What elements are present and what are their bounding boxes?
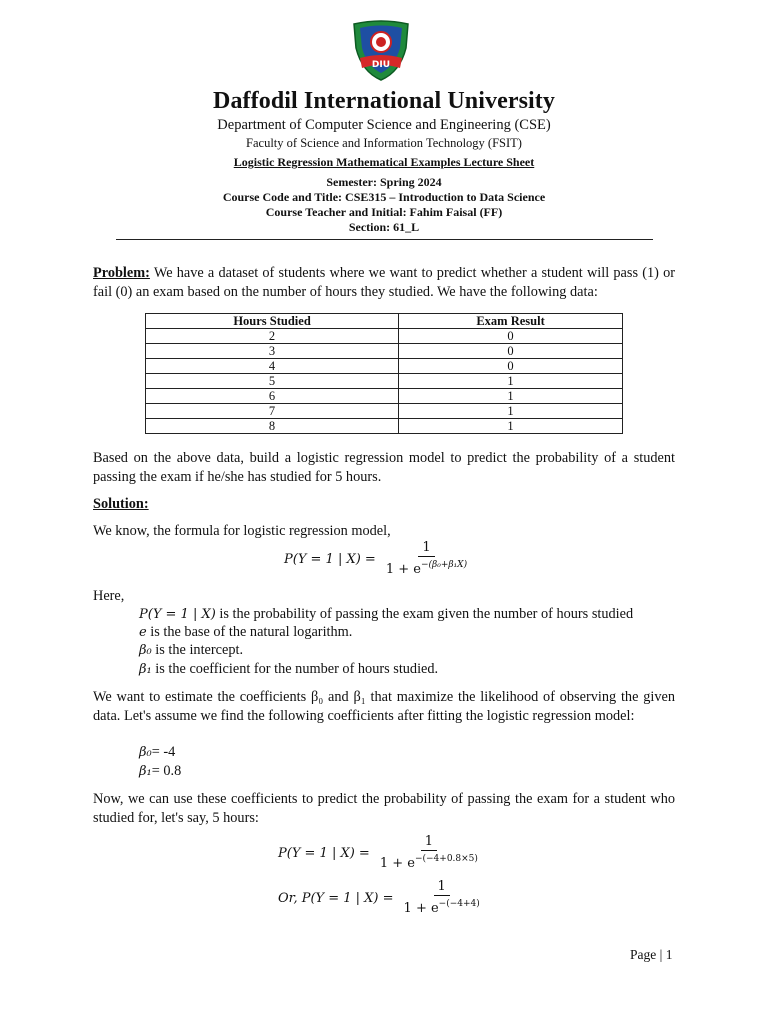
sheet-title: Logistic Regression Mathematical Examples Lecture Sheet — [233, 155, 535, 169]
question-paragraph: Based on the above data, build a logistic regression model to predict the probability of a student passing the exam if he/she has studied for 5 hours. — [93, 450, 675, 485]
cell-result: 0 — [399, 344, 623, 359]
table-row — [146, 389, 623, 404]
table-row — [146, 344, 623, 359]
data-table — [145, 313, 623, 434]
logo-text: DIU — [371, 60, 391, 70]
table-row — [146, 359, 623, 374]
cell-hours: 8 — [146, 419, 399, 434]
logistic-formula — [284, 540, 471, 578]
predict-paragraph: Now, we can use these coefficients to predict the probability of passing the exam for a student who studied for, let's say, 5 hours: — [93, 791, 675, 826]
teacher-info: Course Teacher and Initial: Fahim Faisal (FF) — [265, 205, 503, 219]
problem-paragraph — [93, 264, 675, 301]
header-divider — [116, 239, 653, 240]
table-row — [146, 404, 623, 419]
cell-hours: 3 — [146, 344, 399, 359]
cell-hours: 5 — [146, 374, 399, 389]
page-number: Page | 1 — [630, 947, 673, 962]
university-logo — [348, 18, 414, 84]
department-name: Department of Computer Science and Engineering (CSE) — [217, 117, 551, 133]
semester: Semester: Spring 2024 — [326, 175, 442, 189]
table-row — [146, 329, 623, 344]
definition-beta0: β₀ is the intercept. — [139, 642, 244, 658]
university-name: Daffodil International University — [213, 88, 555, 114]
cell-result: 0 — [399, 359, 623, 374]
cell-result: 1 — [399, 404, 623, 419]
formula-lhs: P(Y = 1 | X) = — [284, 551, 376, 567]
table-row — [146, 419, 623, 434]
substituted-formula-2: Or, P(Y = 1 | X) = $\frac{1}{1 + e^{-(-4+4)}}$ — [278, 879, 480, 916]
solution-intro: We know, the formula for logistic regression model, — [93, 523, 391, 539]
estimate-paragraph: We want to estimate the coefficients β₀ and β₁ that maximize the likelihood of observing the given data. Let's assume we find the following coefficients after fitting the logistic regression model: — [93, 689, 675, 724]
definition-probability: P(Y = 1 | X) is the probability of passing the exam given the number of hours studied — [139, 606, 634, 622]
course-info: Course Code and Title: CSE315 – Introduction to Data Science — [222, 190, 546, 204]
table-header-hours: Hours Studied — [146, 314, 399, 329]
cell-hours: 7 — [146, 404, 399, 419]
cell-hours: 2 — [146, 329, 399, 344]
formula-denominator: 1 + e — [385, 562, 421, 577]
cell-result: 1 — [399, 389, 623, 404]
problem-text: We have a dataset of students where we want to predict whether a student will pass (1) or fail (0) an exam based on the number of hours they studied. We have the following data: — [93, 265, 675, 300]
solution-label: Solution: — [93, 496, 149, 512]
definition-beta1: β₁ is the coefficient for the number of hours studied. — [139, 661, 439, 677]
here-label: Here, — [93, 588, 125, 604]
substituted-formula-1: P(Y = 1 | X) = $\frac{1}{1 + e^{-(-4+0.8\times 5)}}$ — [278, 834, 478, 871]
table-header-row — [146, 314, 623, 329]
table-row — [146, 374, 623, 389]
table-header-result: Exam Result — [399, 314, 623, 329]
beta1-value: β₁= 0.8 — [139, 763, 182, 779]
cell-result: 1 — [399, 419, 623, 434]
beta0-value: β₀= -4 — [139, 744, 176, 760]
formula-exponent: −(β₀+β₁X) — [420, 560, 468, 570]
section-info: Section: 61_L — [348, 220, 420, 234]
cell-hours: 4 — [146, 359, 399, 374]
cell-result: 1 — [399, 374, 623, 389]
formula-numerator: 1 — [418, 540, 434, 557]
cell-result: 0 — [399, 329, 623, 344]
definition-e: e is the base of the natural logarithm. — [139, 624, 353, 640]
cell-hours: 6 — [146, 389, 399, 404]
problem-label: Problem: — [93, 265, 150, 281]
faculty-name: Faculty of Science and Information Technology (FSIT) — [246, 136, 522, 150]
